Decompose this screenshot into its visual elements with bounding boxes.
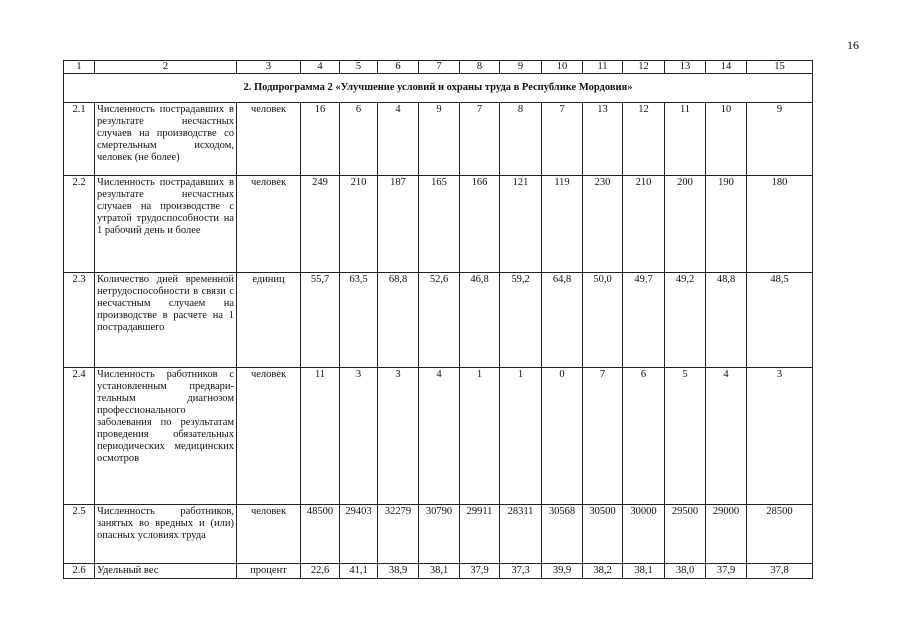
row-number-cell: 2.1 [64,103,95,176]
row-number-cell: 2.3 [64,273,95,368]
value-cell: 28500 [747,505,813,564]
indicator-description-cell: Количество дней временной нетрудоспособности в связи с несчастным случаем на производстве в расчете на 1 пострадавшего [95,273,237,368]
table-row [64,273,813,368]
value-cell: 30500 [583,505,623,564]
column-number-cell: 9 [500,61,542,74]
value-cell: 13 [583,103,623,176]
value-cell: 38,0 [665,564,706,579]
value-cell: 29000 [706,505,747,564]
value-cell: 55,7 [301,273,340,368]
row-number-cell: 2.4 [64,368,95,505]
value-cell: 210 [340,176,378,273]
unit-cell: человек [237,176,301,273]
value-cell: 37,8 [747,564,813,579]
value-cell: 39,9 [542,564,583,579]
column-number-cell: 4 [301,61,340,74]
value-cell: 68,8 [378,273,419,368]
value-cell: 37,9 [460,564,500,579]
value-cell: 9 [747,103,813,176]
value-cell: 11 [665,103,706,176]
value-cell: 7 [542,103,583,176]
value-cell: 249 [301,176,340,273]
value-cell: 29911 [460,505,500,564]
column-number-cell: 3 [237,61,301,74]
value-cell: 38,2 [583,564,623,579]
unit-cell: человек [237,103,301,176]
value-cell: 166 [460,176,500,273]
unit-cell: процент [237,564,301,579]
value-cell: 22,6 [301,564,340,579]
value-cell: 38,1 [623,564,665,579]
value-cell: 29500 [665,505,706,564]
section-title-row [64,74,813,103]
value-cell: 210 [623,176,665,273]
value-cell: 52,6 [419,273,460,368]
value-cell: 3 [340,368,378,505]
value-cell: 37,3 [500,564,542,579]
value-cell: 6 [623,368,665,505]
value-cell: 29403 [340,505,378,564]
value-cell: 3 [747,368,813,505]
column-number-cell: 14 [706,61,747,74]
value-cell: 190 [706,176,747,273]
value-cell: 165 [419,176,460,273]
table-row [64,368,813,505]
value-cell: 4 [378,103,419,176]
indicators-table [63,60,813,579]
indicator-rows [64,103,813,579]
unit-cell: единиц [237,273,301,368]
value-cell: 46,8 [460,273,500,368]
column-number-cell: 13 [665,61,706,74]
value-cell: 0 [542,368,583,505]
value-cell: 37,9 [706,564,747,579]
value-cell: 49,2 [665,273,706,368]
value-cell: 48,5 [747,273,813,368]
column-number-cell: 15 [747,61,813,74]
value-cell: 7 [583,368,623,505]
value-cell: 4 [706,368,747,505]
value-cell: 38,1 [419,564,460,579]
table-row [64,505,813,564]
value-cell: 64,8 [542,273,583,368]
page-number: 16 [847,38,859,52]
column-number-cell: 2 [95,61,237,74]
value-cell: 4 [419,368,460,505]
column-number-cell: 11 [583,61,623,74]
column-number-cell: 5 [340,61,378,74]
table-row [64,176,813,273]
unit-cell: человек [237,368,301,505]
value-cell: 48,8 [706,273,747,368]
value-cell: 30790 [419,505,460,564]
value-cell: 230 [583,176,623,273]
value-cell: 48500 [301,505,340,564]
value-cell: 63,5 [340,273,378,368]
value-cell: 10 [706,103,747,176]
column-number-cell: 12 [623,61,665,74]
value-cell: 12 [623,103,665,176]
table-row [64,103,813,176]
value-cell: 59,2 [500,273,542,368]
unit-cell: человек [237,505,301,564]
indicator-description-cell: Численность пострадавших в результате несчастных случаев на производстве с утратой трудоспособности на 1 рабочий день и более [95,176,237,273]
value-cell: 49,7 [623,273,665,368]
value-cell: 7 [460,103,500,176]
value-cell: 187 [378,176,419,273]
value-cell: 50,0 [583,273,623,368]
indicator-description-cell: Численность работников с установленным предвари-тельным диагнозом профессионального заболевания по результатам проведения обязательных периодических медицинских осмотров [95,368,237,505]
value-cell: 6 [340,103,378,176]
row-number-cell: 2.2 [64,176,95,273]
value-cell: 119 [542,176,583,273]
indicator-description-cell: Численность работников, занятых во вредных и (или) опасных условиях труда [95,505,237,564]
section-title: 2. Подпрограмма 2 «Улучшение условий и охраны труда в Республике Мордовия» [64,74,813,103]
indicator-description-cell: Численность пострадавших в результате несчастных случаев на производстве со смертельным исходом, человек (не более) [95,103,237,176]
value-cell: 32279 [378,505,419,564]
column-number-cell: 7 [419,61,460,74]
value-cell: 121 [500,176,542,273]
value-cell: 9 [419,103,460,176]
value-cell: 1 [500,368,542,505]
column-number-cell: 6 [378,61,419,74]
value-cell: 180 [747,176,813,273]
value-cell: 8 [500,103,542,176]
table-row [64,564,813,579]
value-cell: 28311 [500,505,542,564]
value-cell: 30000 [623,505,665,564]
value-cell: 16 [301,103,340,176]
column-number-row [64,61,813,74]
row-number-cell: 2.6 [64,564,95,579]
value-cell: 30568 [542,505,583,564]
value-cell: 5 [665,368,706,505]
value-cell: 1 [460,368,500,505]
row-number-cell: 2.5 [64,505,95,564]
value-cell: 3 [378,368,419,505]
value-cell: 11 [301,368,340,505]
column-number-cell: 8 [460,61,500,74]
value-cell: 200 [665,176,706,273]
column-number-cell: 10 [542,61,583,74]
value-cell: 41,1 [340,564,378,579]
indicator-description-cell: Удельный вес [95,564,237,579]
column-number-cell: 1 [64,61,95,74]
value-cell: 38,9 [378,564,419,579]
